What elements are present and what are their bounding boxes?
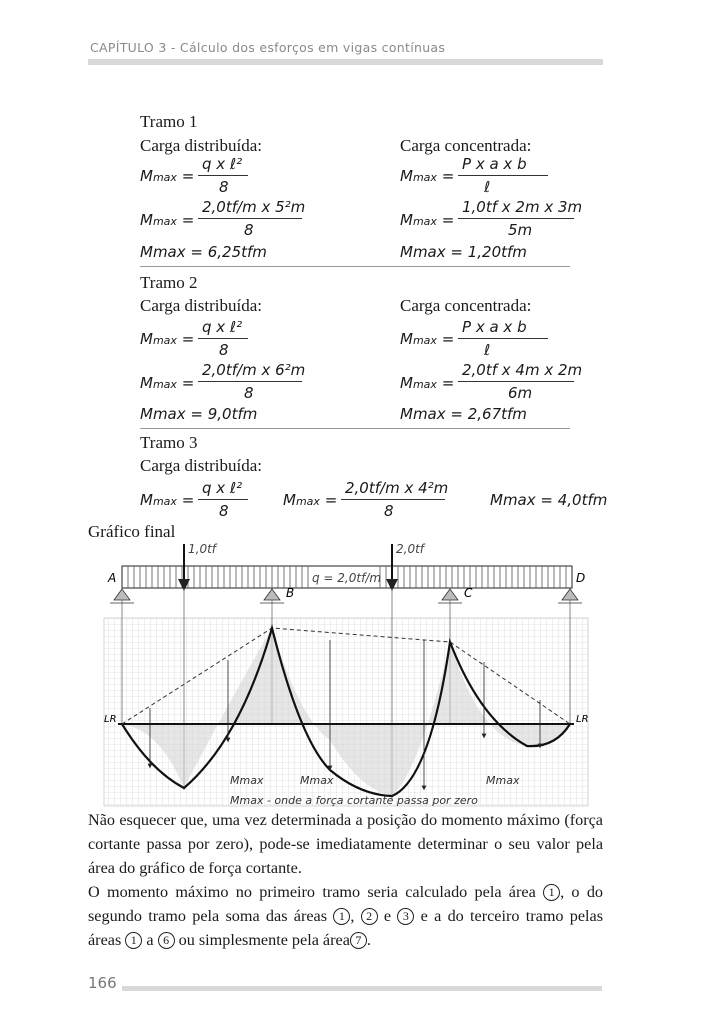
diagram-caption: Mmax - onde a força cortante passa por zero: [230, 794, 478, 807]
t2-conc-subs-den: 6m: [508, 384, 533, 402]
t2-dist-mmax2: Mmax =: [140, 374, 195, 392]
support-c-label: C: [464, 586, 473, 600]
t3-mmax2: Mmax =: [283, 491, 338, 509]
t3-result: Mmax = 4,0tfm: [490, 491, 608, 509]
area-1-badge: 1: [543, 884, 560, 901]
t1-conc-formula-num: P x a x b: [462, 155, 527, 173]
dist-load-label: q = 2,0tf/m: [312, 571, 382, 585]
t1-dist-formula-num: q x ℓ²: [202, 155, 243, 173]
p2-period: .: [366, 931, 371, 949]
support-d-label: D: [576, 571, 586, 585]
t3-formula-num: q x ℓ²: [202, 479, 243, 497]
p2-and: e: [383, 907, 392, 925]
t2-conc-formula-num: P x a x b: [462, 318, 527, 336]
paragraph-1: Não esquecer que, uma vez determinada a posição do momento máximo (força cortante passa por zero), pode-se imediatamente determinar o seu valor pela área do gráfico de força cortante.: [88, 811, 603, 877]
p2-part-b: , o do segundo tramo pela soma das áreas: [88, 883, 604, 925]
mmax-label-2: Mmax: [300, 774, 334, 787]
area-6-badge: 6: [158, 932, 175, 949]
t1-conc-mmax: Mmax =: [400, 167, 455, 185]
t1-dist-mmax: Mmax =: [140, 167, 195, 185]
p2-comma: ,: [350, 907, 355, 925]
t1-conc-mmax2: Mmax =: [400, 211, 455, 229]
t3-mmax: Mmax =: [140, 491, 195, 509]
t2-conc-mmax: Mmax =: [400, 330, 455, 348]
p2-part-d: a: [146, 931, 154, 949]
tramo1-title: Tramo 1: [140, 112, 198, 131]
t2-conc-formula-den: ℓ: [484, 341, 491, 359]
t2-dist-subs-num: 2,0tf/m x 6²m: [202, 361, 306, 379]
mmax-label-1: Mmax: [230, 774, 264, 787]
diagram-title: Gráfico final: [88, 522, 176, 541]
t3-formula-den: 8: [219, 502, 229, 520]
tramo3-dist-label: Carga distribuída:: [140, 456, 262, 475]
tramo2-title: Tramo 2: [140, 273, 198, 292]
t2-dist-result: Mmax = 9,0tfm: [140, 405, 258, 423]
lr-right-label: LR: [576, 714, 589, 725]
area-1-badge: 1: [333, 908, 350, 925]
t2-dist-formula-num: q x ℓ²: [202, 318, 243, 336]
chapter-header: CAPÍTULO 3 - Cálculo dos esforços em vigas contínuas: [90, 40, 446, 55]
support-a-label: A: [108, 571, 117, 585]
t1-dist-result: Mmax = 6,25tfm: [140, 243, 267, 261]
t2-dist-formula-den: 8: [219, 341, 229, 359]
area-2-badge: 2: [361, 908, 378, 925]
tramo2-dist-label: Carga distribuída:: [140, 296, 262, 315]
t2-conc-mmax2: Mmax =: [400, 374, 455, 392]
footer-rule: [122, 986, 602, 991]
t1-conc-formula-den: ℓ: [484, 178, 491, 196]
t2-dist-mmax: Mmax =: [140, 330, 195, 348]
tramo1-dist-label: Carga distribuída:: [140, 136, 262, 155]
t1-conc-result: Mmax = 1,20tfm: [400, 243, 527, 261]
load2-label: 2,0tf: [396, 542, 425, 556]
t1-conc-subs-num: 1,0tf x 2m x 3m: [462, 198, 583, 216]
tramo1-conc-label: Carga concentrada:: [400, 136, 532, 155]
paragraph-2: [88, 880, 603, 952]
p2-part-e: ou simplesmente pela área: [178, 931, 350, 949]
p2-part-c: e a do terceiro tramo pelas áreas: [88, 907, 604, 949]
p2-part-a: O momento máximo no primeiro tramo seria calculado pela área: [88, 883, 536, 901]
support-b-label: B: [286, 586, 295, 600]
load1-label: 1,0tf: [188, 542, 217, 556]
t1-dist-formula-den: 8: [219, 178, 229, 196]
t2-conc-subs-num: 2,0tf x 4m x 2m: [462, 361, 583, 379]
t1-dist-subs-num: 2,0tf/m x 5²m: [202, 198, 306, 216]
t2-dist-subs-den: 8: [244, 384, 254, 402]
t2-conc-result: Mmax = 2,67tfm: [400, 405, 527, 423]
lr-left-label: LR: [104, 714, 117, 725]
area-3-badge: 3: [397, 908, 414, 925]
t3-subs-den: 8: [384, 502, 394, 520]
t1-dist-mmax2: Mmax =: [140, 211, 195, 229]
area-7-badge: 7: [350, 932, 367, 949]
t1-dist-subs-den: 8: [244, 221, 254, 239]
tramo2-conc-label: Carga concentrada:: [400, 296, 532, 315]
tramo3-title: Tramo 3: [140, 433, 198, 452]
page-number: 166: [88, 974, 117, 992]
t3-subs-num: 2,0tf/m x 4²m: [345, 479, 449, 497]
mmax-label-3: Mmax: [486, 774, 520, 787]
t1-conc-subs-den: 5m: [508, 221, 533, 239]
area-1-badge: 1: [125, 932, 142, 949]
